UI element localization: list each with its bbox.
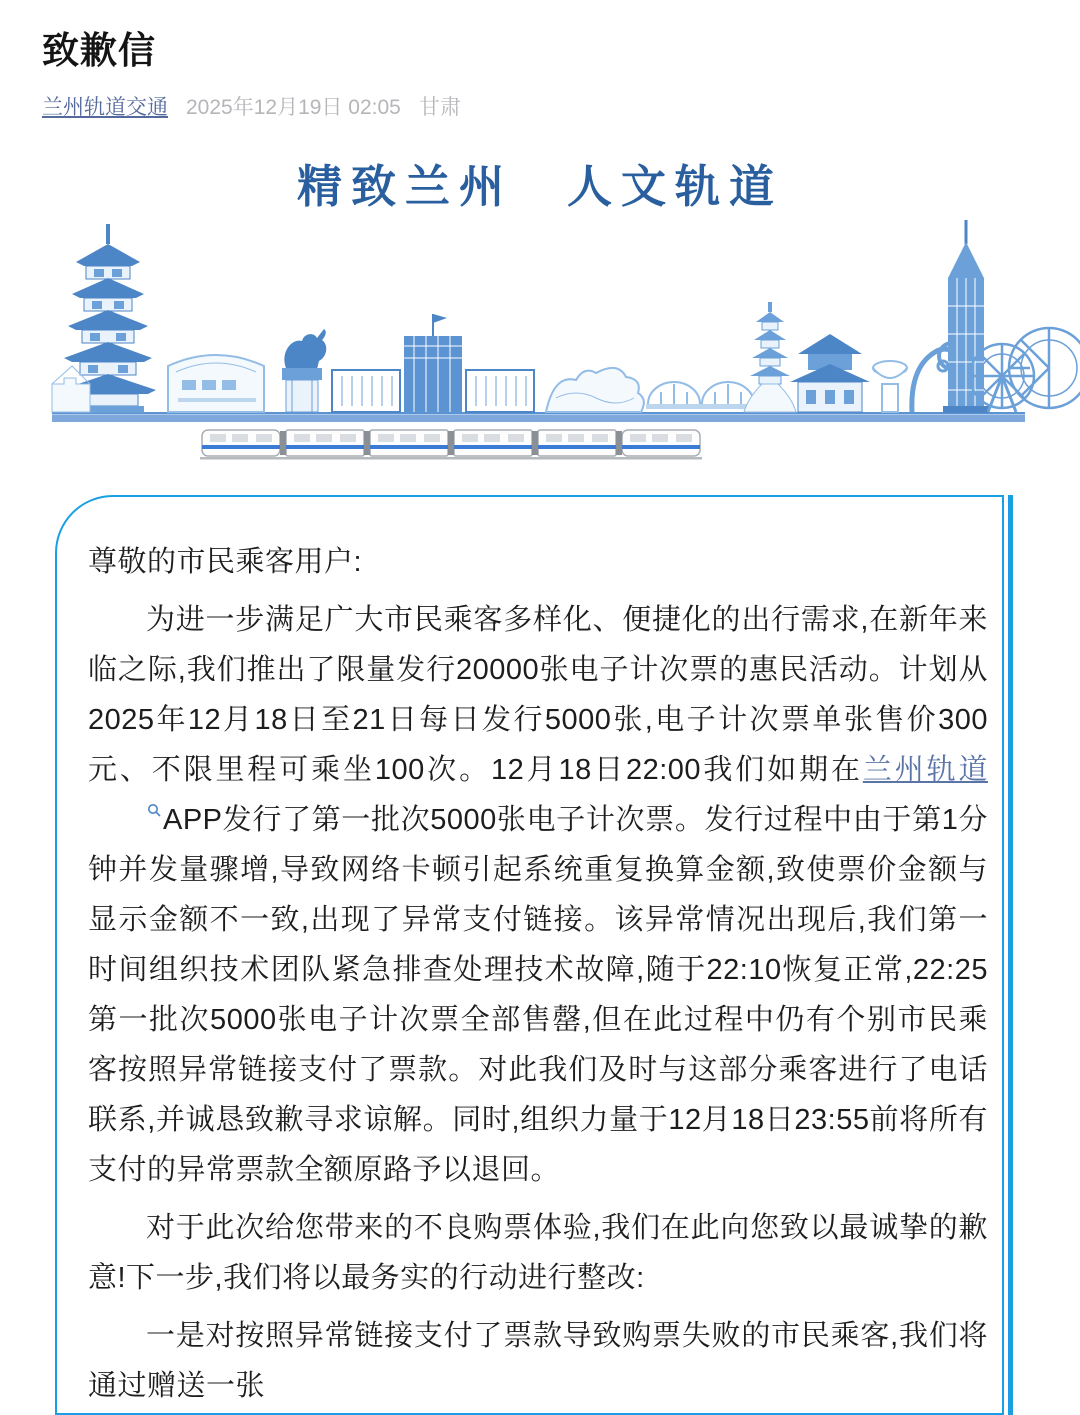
region-label: 甘肃 [418, 96, 461, 119]
water-wheels [970, 328, 1080, 412]
banner [50, 162, 1030, 469]
skyline-illustration [50, 216, 1030, 469]
temple-hall [790, 334, 870, 412]
source-link[interactable]: 兰州轨道交通 [42, 96, 168, 119]
iron-bridge [646, 382, 754, 409]
banner-slogan: 精致兰州 人文轨道 [296, 162, 783, 212]
letter-card [55, 495, 1004, 1415]
station-building [168, 355, 264, 412]
letter-paragraph-2: 对于此次给您带来的不良购票体验,我们在此向您致以最诚挚的歉意!下一步,我们将以最务实的行动进行整改: [88, 1212, 988, 1294]
article-meta [42, 91, 1080, 121]
publish-datetime: 2025年12月19日 02:05 [186, 96, 401, 119]
entity-link[interactable]: 兰州轨道 [862, 754, 988, 786]
card-right-stripe [1008, 495, 1013, 1415]
mother-river-sculpture [546, 368, 644, 412]
metro-train [200, 430, 702, 460]
article-header [0, 0, 1080, 121]
page-title: 致歉信 [42, 30, 156, 71]
bowl-monument [873, 361, 907, 412]
letter-paragraph-1 [88, 595, 988, 1195]
government-buildings [332, 314, 534, 412]
letter-salutation: 尊敬的市民乘客用户: [88, 546, 363, 578]
slender-pagoda [744, 302, 796, 412]
paragraph-1-text-a: 为进一步满足广大市民乘客多样化、便捷化的出行需求,在新年来临之际,我们推出了限量发行20000张电子计次票的惠民活动。计划从2025年12月18日至21日每日发行5000张,电子计次票单张售价300元、不限里程可乘坐100次。12月18日22:00我们如期在 [88, 604, 988, 786]
paragraph-1-text-b: APP发行了第一批次5000张电子计次票。发行过程中由于第1分钟并发量骤增,导致网络卡顿引起系统重复换算金额,致使票价金额与显示金额不一致,出现了异常支付链接。该异常情况出现后,我们第一时间组织技术团队紧急排查处理技术故障,随于22:10恢复正常,22:25第一批次5000张电子计次票全部售罄,但在此过程中仍有个别市民乘客按照异常链接支付了票款。对此我们及时与这部分乘客进行了电话联系,并诚恳致歉寻求谅解。同时,组织力量于12月18日23:55前将所有支付的异常票款全额原路予以退回。 [88, 804, 988, 1186]
search-icon[interactable] [89, 803, 162, 818]
letter-paragraph-3: 一是对按照异常链接支付了票款导致购票失败的市民乘客,我们将通过赠送一张 [88, 1320, 988, 1402]
ground-line [52, 412, 1025, 422]
letter-body [88, 537, 988, 1411]
horse-statue [282, 329, 326, 412]
